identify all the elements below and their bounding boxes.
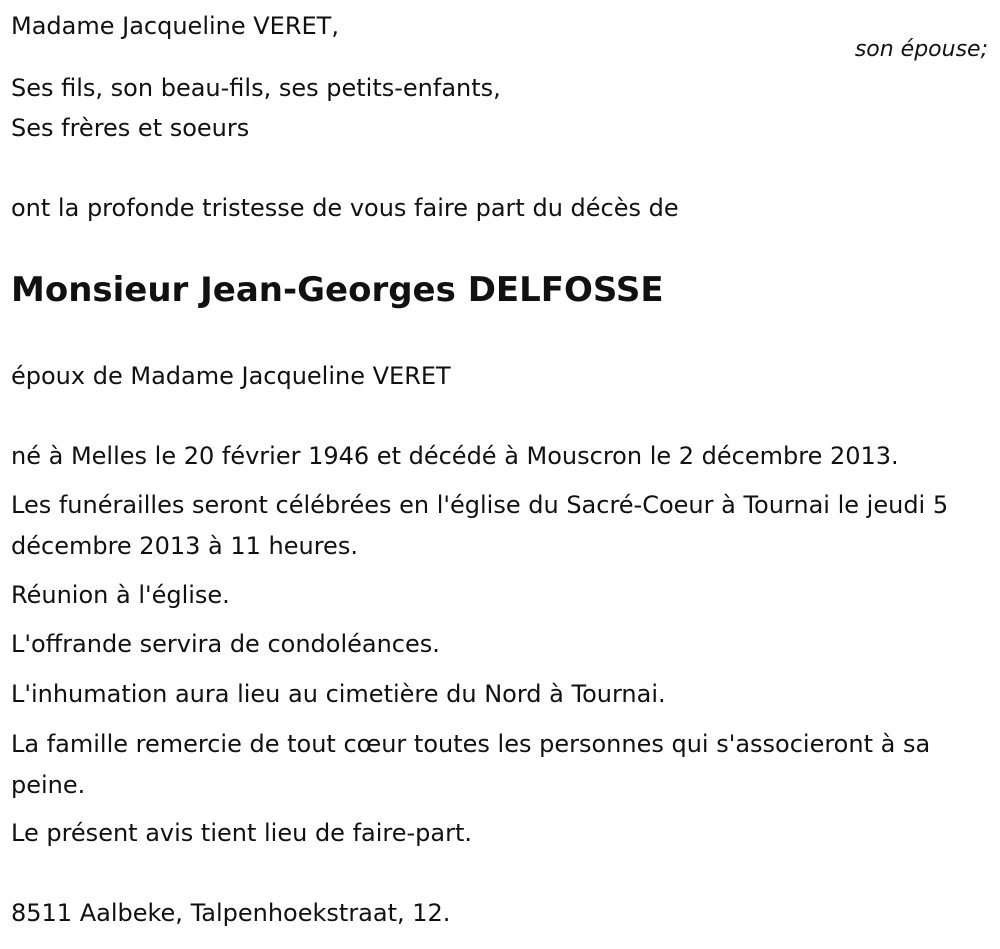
funeral-text: Les funérailles seront célébrées en l'église du Sacré-Coeur à Tournai le jeudi 5 décembre 2013 à 11 heures. bbox=[11, 491, 949, 560]
birth-death-text: né à Melles le 20 février 1946 et décédé à Mouscron le 2 décembre 2013. bbox=[11, 442, 899, 470]
spouse-text: époux de Madame Jacqueline VERET bbox=[11, 362, 451, 390]
widow-name: Madame Jacqueline VERET, bbox=[11, 12, 339, 40]
meeting-text: Réunion à l'église. bbox=[11, 581, 230, 609]
family-line-children: Ses fils, son beau-fils, ses petits-enfants, bbox=[11, 74, 501, 102]
announcement-text: ont la profonde tristesse de vous faire part du décès de bbox=[11, 194, 679, 222]
burial-text: L'inhumation aura lieu au cimetière du Nord à Tournai. bbox=[11, 680, 666, 708]
notice-text: Le présent avis tient lieu de faire-part. bbox=[11, 819, 473, 847]
address-text: 8511 Aalbeke, Talpenhoekstraat, 12. bbox=[11, 899, 451, 927]
offering-text: L'offrande servira de condoléances. bbox=[11, 630, 440, 658]
thanks-text: La famille remercie de tout cœur toutes les personnes qui s'associeront à sa peine. bbox=[11, 730, 931, 799]
family-line-siblings: Ses frères et soeurs bbox=[11, 114, 250, 142]
deceased-name: Monsieur Jean-Georges DELFOSSE bbox=[11, 270, 664, 310]
widow-role: son épouse; bbox=[854, 37, 988, 62]
